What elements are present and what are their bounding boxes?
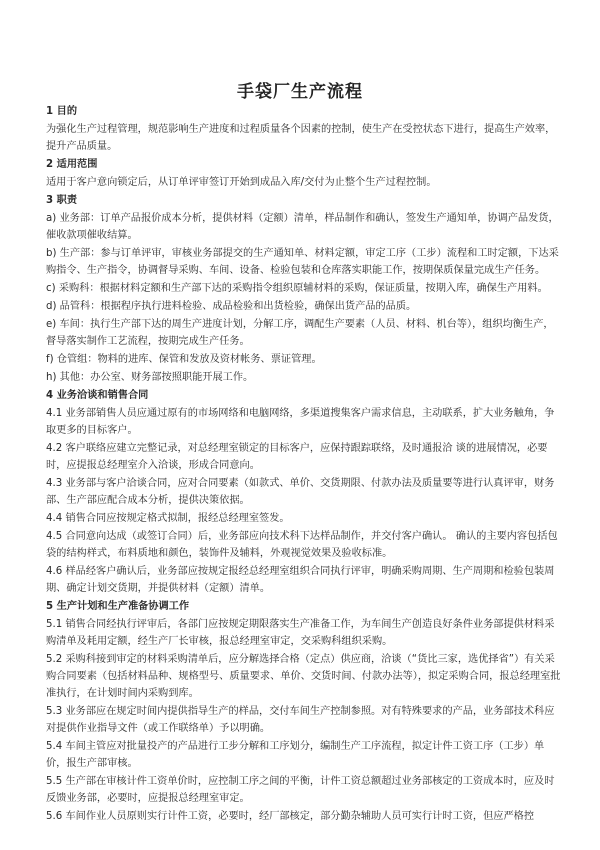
list-item: b) 生产部：参与订单评审，审核业务部提交的生产通知单、材料定额，审定工序（工步）流程和工时定额，下达采购指令、生产指令，协调督导采购、车间、设备、检验包装和仓库落实职能工作，按期保质保量完成生产任务。 [46, 248, 559, 276]
list-item: 4.2 客户联络应建立完整记录，对总经理室锁定的目标客户，应保持跟踪联络，及时通报洽 谈的进展情况，必要时，应提报总经理室介入洽谈，形成合同意向。 [46, 443, 548, 471]
list-item: 4.1 业务部销售人员应通过原有的市场网络和电脑网络，多渠道搜集客户需求信息，主动联系，扩大业务触角，争取更多的目标客户。 [46, 408, 555, 436]
list-item: 5.3 业务部应在规定时间内提供指导生产的样品，交付车间生产控制参照。对有特殊要求的产品，业务部技术科应对提供作业指导文件（或工作联络单）予以明确。 [46, 706, 555, 734]
section-heading-scope: 2 适用范围 [46, 159, 98, 170]
list-item: 4.6 样品经客户确认后，业务部应按规定报经总经理室组织合同执行评审，明确采购周期、生产周期和检验包装周期、确定计划交货期，并提供材料（定额）清单。 [46, 566, 555, 594]
list-item: c) 采购科：根据材料定额和生产部下达的采购指令组织原辅材料的采购，保证质量，按期入库，确保生产用料。 [46, 283, 548, 294]
list-item: 5.5 生产部在审核计件工资单价时，应控制工序之间的平衡，计件工资总额超过业务部核定的工资成本时，应及时反馈业务部，必要时，应提报总经理室审定。 [46, 776, 555, 804]
list-item: 5.1 销售合同经执行评审后，各部门应按规定期限落实生产准备工作，为车间生产创造良好条件业务部提供材料采购清单及耗用定额，经生产厂长审核，报总经理室审定，交采购科组织采购。 [46, 619, 555, 647]
document-body [46, 103, 562, 825]
list-item: 5.6 车间作业人员原则实行计件工资，必要时，经厂部核定，部分勤杂辅助人员可实行计时工资，但应严格控 [46, 811, 535, 822]
list-item: 5.2 采购科接到审定的材料采购清单后，应分解选择合格（定点）供应商，洽谈（“货比三家，选优择省”）有关采购合同要素（包括材料品种、规格型号、质量要求、单价、交货时间、付款办法等），拟定采购合同，报总经理室批准执行，在计划时间内采购到库。 [46, 654, 561, 699]
section-heading-purpose: 1 目的 [46, 106, 78, 117]
list-item: f) 仓管组：物料的进库、保管和发放及资材帐务、票证管理。 [46, 354, 322, 365]
section-heading-negotiation: 4 业务洽谈和销售合同 [46, 390, 149, 401]
list-item: 4.4 销售合同应按规定格式拟制，报经总经理室签发。 [46, 513, 290, 524]
section-heading-planning: 5 生产计划和生产准备协调工作 [46, 601, 190, 612]
section-heading-responsibilities: 3 职责 [46, 195, 78, 206]
paragraph: 适用于客户意向锁定后，从订单评审签订开始到成品入库/交付为止整个生产过程控制。 [46, 177, 437, 188]
list-item: 5.4 车间主管应对批量投产的产品进行工步分解和工序划分，编制生产工序流程，拟定计件工资工序（工步）单价，报生产部审核。 [46, 741, 545, 769]
list-item: e) 车间：执行生产部下达的周生产进度计划，分解工序，调配生产要素（人员、材料、机台等），组织均衡生产，督导落实制作工艺流程，按期完成生产任务。 [46, 319, 554, 347]
list-item: 4.5 合同意向达成（或签订合同）后，业务部应向技术科下达样品制作，并交付客户确认。 确认的主要内容包括包袋的结构样式，布料质地和颜色，装饰件及辅料，外观视觉效果及验收标准。 [46, 531, 558, 559]
paragraph: 为强化生产过程管理，规范影响生产进度和过程质量各个因素的控制，使生产在受控状态下进行，提高生产效率，提升产品质量。 [46, 124, 556, 152]
list-item: 4.3 业务部与客户洽谈合同，应对合同要素（如款式、单价、交货期限、付款办法及质量要等进行认真评审，财务部、生产部应配合成本分析，提供决策依据。 [46, 478, 555, 506]
list-item: a) 业务部：订单产品报价成本分析，提供材料（定额）清单，样品制作和确认，签发生产通知单，协调产品发货，催收款项催收结算。 [46, 213, 559, 241]
list-item: d) 品管科：根据程序执行进料检验、成品检验和出货检验，确保出货产品的品质。 [46, 301, 417, 312]
document-title: 手袋厂生产流程 [237, 82, 363, 102]
list-item: h) 其他：办公室、财务部按照职能开展工作。 [46, 372, 254, 383]
